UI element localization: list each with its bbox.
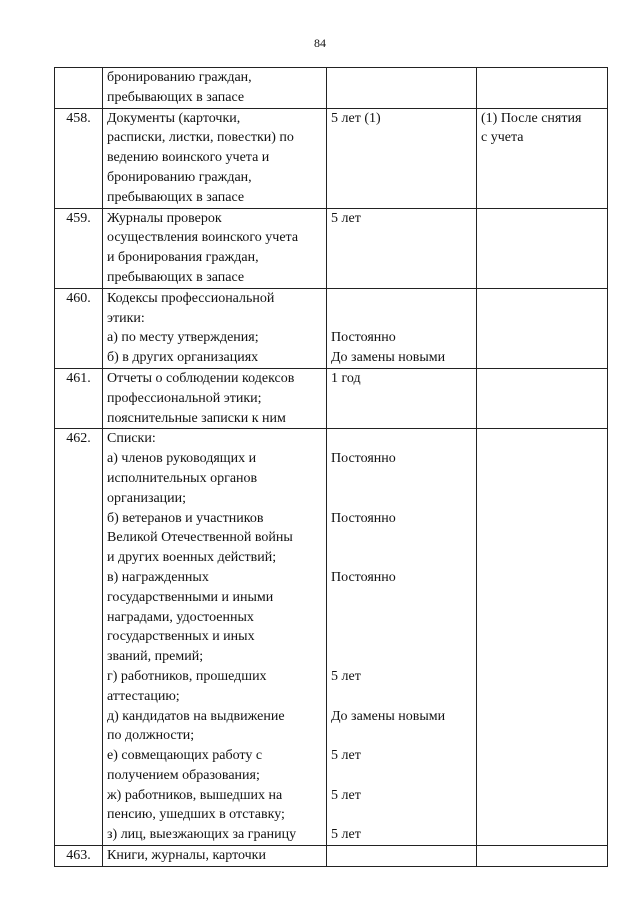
retention-term-line: 5 лет [331,210,361,226]
retention-term-line [331,489,472,509]
document-name-line: д) кандидатов на выдвижение [107,708,285,724]
note-line [481,429,603,449]
document-name-line: и бронирования граждан, [107,250,259,266]
document-name-line: е) совмещающих работу с [107,748,263,764]
document-name-line: званий, премий; [107,649,204,665]
document-name-line: з) лиц, выезжающих за границу [107,827,297,843]
document-name [103,288,327,368]
retention-term-line [331,469,472,489]
retention-term-line: Постоянно [331,330,396,346]
document-name-line: пояснительные записки к ним [107,410,286,426]
retention-term-line: Постоянно [331,510,396,526]
retention-term-line [331,766,472,786]
retention-term-line [331,289,472,309]
note-line [481,68,603,88]
document-name [103,429,327,846]
retention-term-line: 5 лет [331,668,361,684]
document-name [103,368,327,428]
note-line [481,289,603,309]
article-number: 463. [55,846,103,867]
document-name-line: государственных и иных [107,629,255,645]
retention-term-line: До замены новыми [331,350,446,366]
document-name-line: расписки, листки, повестки) по [107,130,294,146]
note-line [481,846,603,866]
retention-term-line [331,309,472,329]
article-number: 460. [55,288,103,368]
retention-term-line [331,627,472,647]
article-number: 458. [55,108,103,208]
document-name-line: государственными и иными [107,589,274,605]
retention-term-line: Постоянно [331,451,396,467]
article-number: 459. [55,208,103,288]
note [477,429,608,846]
document-name [103,208,327,288]
retention-term-line: 5 лет [331,787,361,803]
document-name-line: и других военных действий; [107,550,277,566]
article-number [55,68,103,109]
retention-term [327,846,477,867]
retention-term-line [331,429,472,449]
retention-term [327,68,477,109]
retention-term [327,108,477,208]
retention-term-line [331,528,472,548]
document-name-line: Журналы проверок [107,210,222,226]
document-name-line: профессиональной этики; [107,390,262,406]
document-name-line: этики: [107,310,145,326]
note-line [481,209,603,229]
retention-term-line [331,805,472,825]
retention-term-line [331,68,472,88]
retention-term-line: До замены новыми [331,708,446,724]
note-line [481,369,603,389]
document-name-line: б) в других организациях [107,350,259,366]
article-number: 462. [55,429,103,846]
document-name-line: а) членов руководящих и [107,451,257,467]
table-row [55,68,608,109]
document-name-line: аттестацию; [107,688,180,704]
note-line: с учета [481,130,524,146]
retention-term-line [331,588,472,608]
document-name-line: получением образования; [107,767,260,783]
document-name-line: ж) работников, вышедших на [107,787,283,803]
document-name-line: Списки: [107,431,156,447]
note [477,208,608,288]
table-row [55,368,608,428]
table-row [55,288,608,368]
note [477,108,608,208]
article-number: 461. [55,368,103,428]
document-name-line: Великой Отечественной войны [107,530,293,546]
retention-term [327,368,477,428]
retention-term-line [331,647,472,667]
retention-term-line [331,608,472,628]
document-name-line: исполнительных органов [107,470,258,486]
document-name [103,68,327,109]
document-name-line: г) работников, прошедших [107,668,267,684]
retention-schedule-table [54,67,608,867]
document-name-line: пребывающих в запасе [107,189,245,205]
note [477,288,608,368]
retention-term-line [331,726,472,746]
retention-term-line: 5 лет [331,827,361,843]
document-name-line: Книги, журналы, карточки [107,848,266,864]
retention-term [327,208,477,288]
retention-term-line [331,687,472,707]
document-name-line: а) по месту утверждения; [107,330,259,346]
document-name-line: организации; [107,490,187,506]
retention-term-line: 5 лет [331,748,361,764]
note [477,846,608,867]
table-body [55,68,608,867]
document-name-line: бронированию граждан, [107,169,252,185]
document-name-line: бронированию граждан, [107,70,252,85]
retention-term-line: 5 лет (1) [331,110,381,126]
retention-term-line: Постоянно [331,569,396,585]
table-row [55,429,608,846]
document-name-line: пребывающих в запасе [107,89,245,105]
document-name [103,108,327,208]
note-line: (1) После снятия [481,110,582,126]
note [477,68,608,109]
document-name-line: наградами, удостоенных [107,609,254,625]
document-name-line: пребывающих в запасе [107,269,245,285]
retention-term-line [331,846,472,866]
retention-term-line [331,548,472,568]
retention-term [327,288,477,368]
document-name-line: по должности; [107,728,195,744]
note [477,368,608,428]
table-row [55,846,608,867]
document-name [103,846,327,867]
document-name-line: Кодексы профессиональной [107,290,275,306]
document-name-line: пенсию, ушедших в отставку; [107,807,285,823]
document-name-line: Отчеты о соблюдении кодексов [107,370,295,386]
retention-term-line: 1 год [331,370,361,386]
retention-term [327,429,477,846]
document-name-line: б) ветеранов и участников [107,510,264,526]
document-name-line: в) награжденных [107,569,209,585]
table-row [55,208,608,288]
page-number: 84 [314,36,326,50]
document-name-line: Документы (карточки, [107,110,241,126]
document-name-line: ведению воинского учета и [107,150,270,166]
document-name-line: осуществления воинского учета [107,230,299,246]
table-row [55,108,608,208]
